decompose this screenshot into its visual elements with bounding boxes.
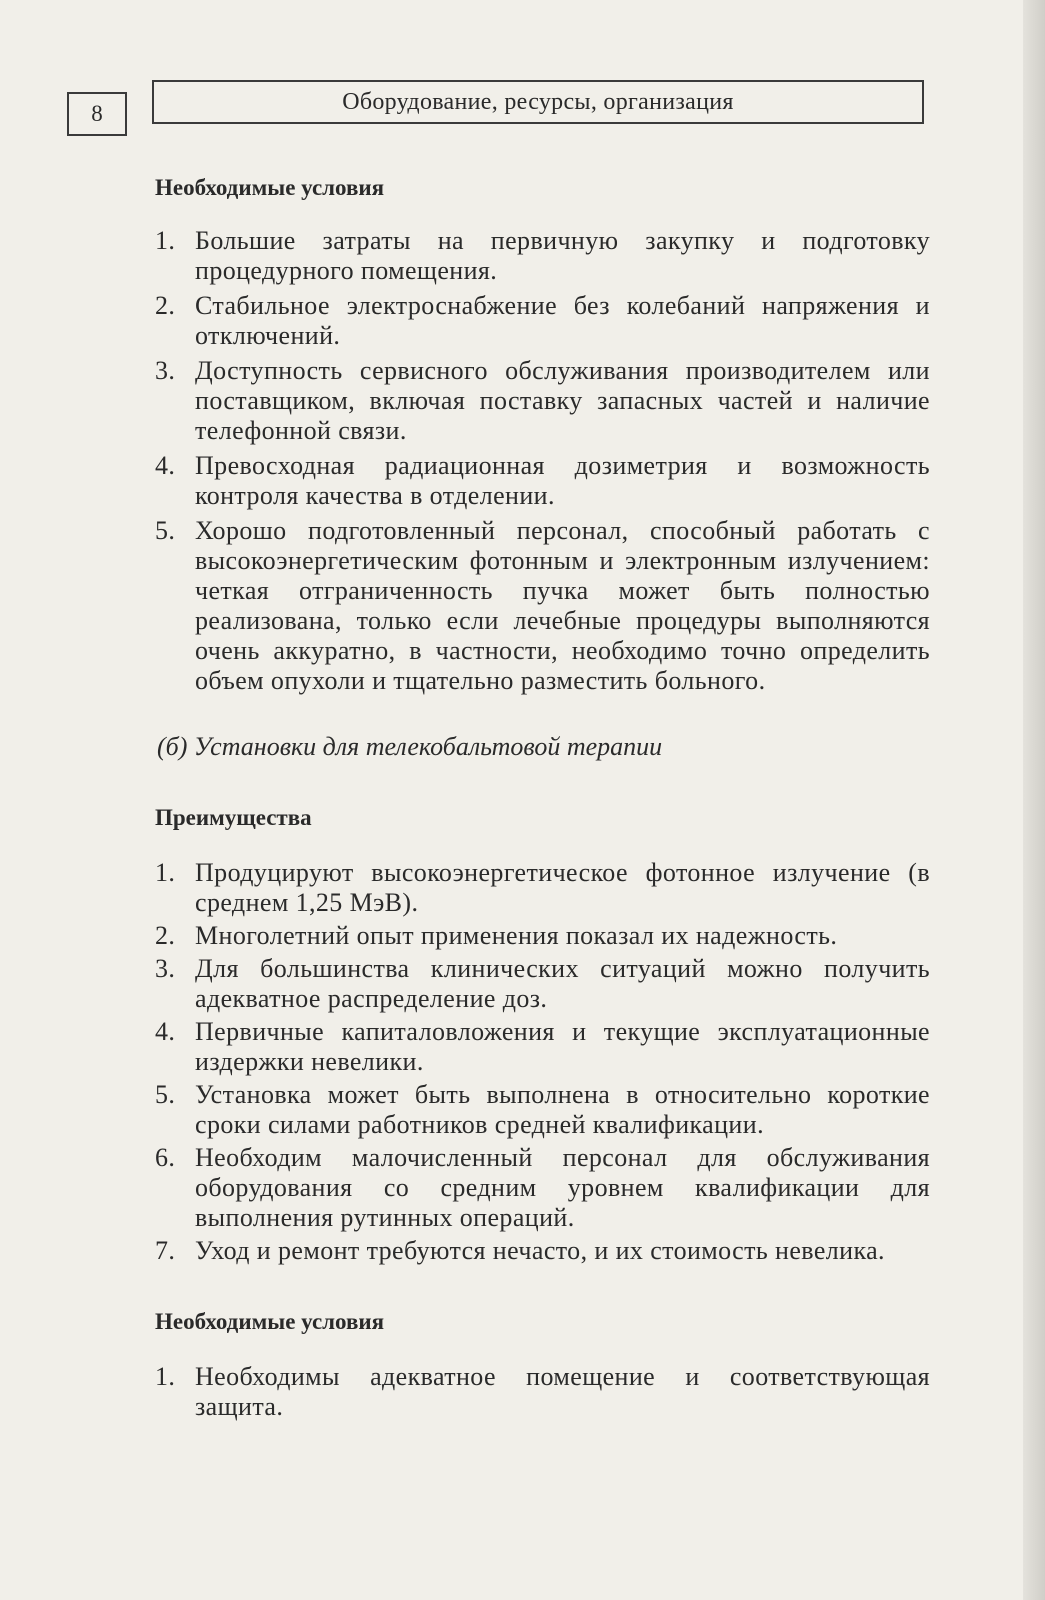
requirements-list-2 xyxy=(155,1362,930,1422)
list-item xyxy=(155,1017,930,1077)
list-item-number: 6. xyxy=(155,1143,176,1172)
list-item-text: Доступность сервисного обслуживания производителем или поставщиком, включая поставку запасных частей и наличие телефонной связи. xyxy=(195,356,930,445)
page-content xyxy=(155,172,930,1422)
list-item xyxy=(155,291,930,351)
list-item-number: 5. xyxy=(155,516,176,545)
list-item-text: Многолетний опыт применения показал их надежность. xyxy=(195,921,838,950)
list-item-text: Стабильное электроснабжение без колебаний напряжения и отключений. xyxy=(195,291,930,350)
list-item xyxy=(155,1143,930,1233)
subsection-title-telecobalt: (б) Установки для телекобальтовой терапии xyxy=(157,732,663,761)
page-edge-shadow xyxy=(1023,0,1045,1600)
list-item-number: 1. xyxy=(155,1362,176,1391)
list-item xyxy=(155,1362,930,1422)
list-item-text: Для большинства клинических ситуаций можно получить адекватное распределение доз. xyxy=(195,954,930,1013)
list-item-text: Превосходная радиационная дозиметрия и возможность контроля качества в отделении. xyxy=(195,451,930,510)
list-item-text: Большие затраты на первичную закупку и подготовку процедурного помещения. xyxy=(195,226,930,285)
section-heading-requirements-1: Необходимые условия xyxy=(155,175,385,200)
list-item-text: Продуцируют высокоэнергетическое фотонное излучение (в среднем 1,25 МэВ). xyxy=(195,858,930,917)
list-item xyxy=(155,954,930,1014)
list-item-number: 7. xyxy=(155,1236,176,1265)
list-item xyxy=(155,858,930,918)
list-item-number: 4. xyxy=(155,1017,176,1046)
list-item-number: 2. xyxy=(155,291,176,320)
page-number-text: 8 xyxy=(91,101,103,126)
list-item xyxy=(155,1080,930,1140)
list-item xyxy=(155,516,930,696)
list-item xyxy=(155,451,930,511)
list-item xyxy=(155,921,930,951)
page-number xyxy=(67,92,127,136)
list-item-text: Первичные капиталовложения и текущие эксплуатационные издержки невелики. xyxy=(195,1017,930,1076)
running-head xyxy=(152,80,924,124)
requirements-list-1 xyxy=(155,226,930,696)
list-item-number: 5. xyxy=(155,1080,176,1109)
section-heading-advantages: Преимущества xyxy=(155,805,312,830)
list-item-number: 1. xyxy=(155,858,176,887)
list-item-number: 3. xyxy=(155,356,176,385)
running-head-title: Оборудование, ресурсы, организация xyxy=(342,88,734,115)
list-item-number: 1. xyxy=(155,226,176,255)
list-item xyxy=(155,226,930,286)
list-item-number: 2. xyxy=(155,921,176,950)
list-item-number: 4. xyxy=(155,451,176,480)
list-item-text: Уход и ремонт требуются нечасто, и их стоимость невелика. xyxy=(195,1236,885,1265)
list-item xyxy=(155,1236,930,1266)
list-item-text: Необходимы адекватное помещение и соответствующая защита. xyxy=(195,1362,930,1421)
list-item xyxy=(155,356,930,446)
list-item-number: 3. xyxy=(155,954,176,983)
list-item-text: Установка может быть выполнена в относительно короткие сроки силами работников средней квалификации. xyxy=(195,1080,930,1139)
section-heading-requirements-2: Необходимые условия xyxy=(155,1309,385,1334)
list-item-text: Хорошо подготовленный персонал, способный работать с высокоэнергетическим фотонным и электронным излучением: четкая отграниченность пучка может быть полностью реализована, только если лечебные процедуры выполняются очень аккуратно, в частности, необходимо точно определить объем опухоли и тщательно разместить больного. xyxy=(195,516,930,695)
advantages-list xyxy=(155,858,930,1266)
list-item-text: Необходим малочисленный персонал для обслуживания оборудования со средним уровнем квалификации для выполнения рутинных операций. xyxy=(195,1143,930,1232)
